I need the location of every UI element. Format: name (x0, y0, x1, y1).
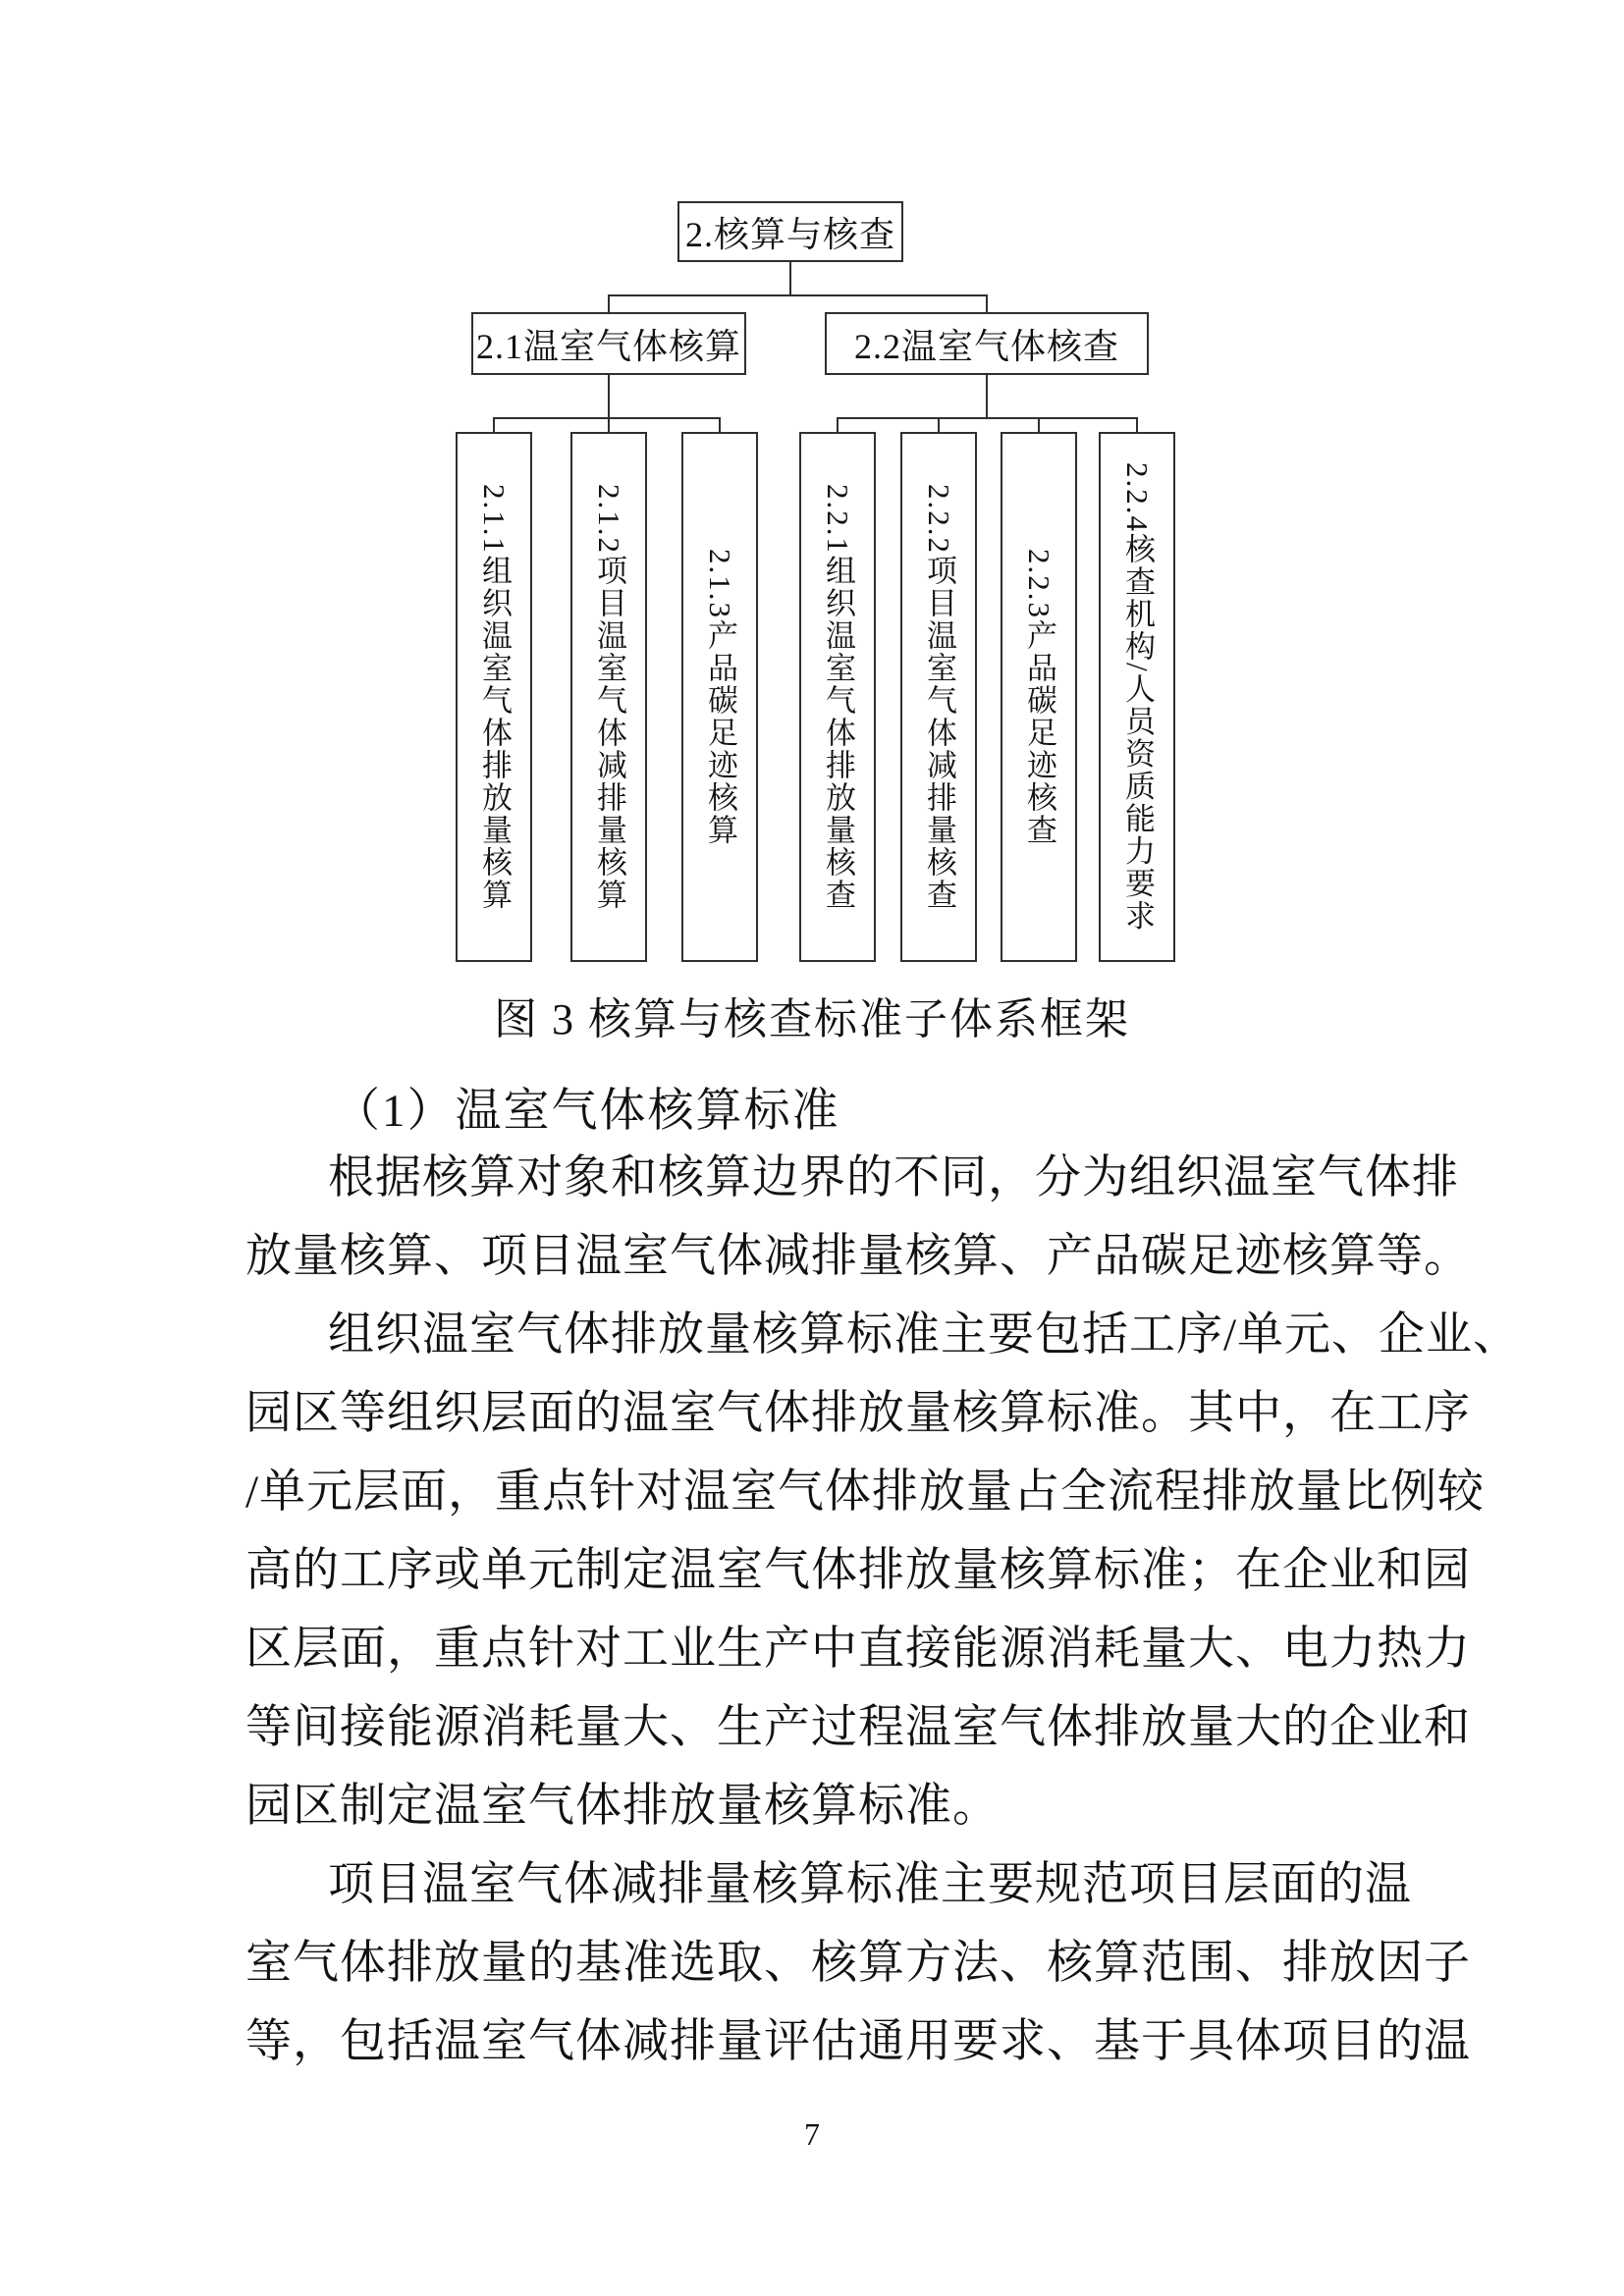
body-line: 室气体排放量的基准选取、核算方法、核算范围、排放因子 (245, 1938, 1471, 1989)
diagram-leaf-2-2-2: 2.2.2项目温室气体减排量核查 (900, 432, 977, 962)
connector-line (837, 417, 839, 432)
connector-line (608, 417, 610, 432)
connector-line (493, 417, 495, 432)
body-line: 根据核算对象和核算边界的不同，分为组织温室气体排 (328, 1152, 1459, 1203)
body-line: 等，包括温室气体减排量评估通用要求、基于具体项目的温 (245, 2016, 1471, 2067)
connector-line (938, 417, 940, 432)
diagram-leaf-2-2-4: 2.2.4核查机构/人员资质能力要求 (1099, 432, 1175, 962)
body-text (245, 1139, 1521, 2081)
body-line: 项目温室气体减排量核算标准主要规范项目层面的温 (328, 1859, 1412, 1910)
connector-line (493, 417, 721, 419)
figure-caption: 图 3 核算与核查标准子体系框架 (494, 995, 1130, 1043)
diagram-leaf-2-1-1: 2.1.1组织温室气体排放量核算 (456, 432, 532, 962)
connector-line (837, 417, 1138, 419)
diagram-node-root: 2.核算与核查 (677, 201, 903, 262)
page-number: 7 (804, 2116, 820, 2152)
connector-line (608, 375, 610, 417)
connector-line (1038, 417, 1040, 432)
body-line: 园区等组织层面的温室气体排放量核算标准。其中，在工序 (245, 1388, 1471, 1439)
body-line: 组织温室气体排放量核算标准主要包括工序/单元、企业、 (328, 1309, 1521, 1361)
connector-line (608, 294, 988, 296)
diagram-leaf-2-1-3: 2.1.3产品碳足迹核算 (681, 432, 758, 962)
body-line: 园区制定温室气体排放量核算标准。 (245, 1781, 1000, 1832)
connector-line (986, 375, 988, 417)
diagram-node-branch-verification: 2.2温室气体核查 (825, 312, 1149, 375)
connector-line (719, 417, 721, 432)
body-line: 高的工序或单元制定温室气体排放量核算标准；在企业和园 (245, 1545, 1471, 1596)
connector-line (608, 294, 610, 312)
body-line: 放量核算、项目温室气体减排量核算、产品碳足迹核算等。 (245, 1231, 1471, 1282)
body-line: 区层面，重点针对工业生产中直接能源消耗量大、电力热力 (245, 1624, 1471, 1675)
diagram-leaf-2-2-3: 2.2.3产品碳足迹核查 (1001, 432, 1077, 962)
body-line: /单元层面，重点针对温室气体排放量占全流程排放量比例较 (245, 1467, 1486, 1518)
diagram-leaf-2-1-2: 2.1.2项目温室气体减排量核算 (570, 432, 647, 962)
section-heading: （1）温室气体核算标准 (334, 1086, 840, 1137)
diagram-leaf-2-2-1: 2.2.1组织温室气体排放量核查 (799, 432, 876, 962)
connector-line (1136, 417, 1138, 432)
connector-line (986, 294, 988, 312)
connector-line (789, 262, 791, 294)
diagram-node-branch-accounting: 2.1温室气体核算 (471, 312, 746, 375)
body-line: 等间接能源消耗量大、生产过程温室气体排放量大的企业和 (245, 1702, 1471, 1753)
